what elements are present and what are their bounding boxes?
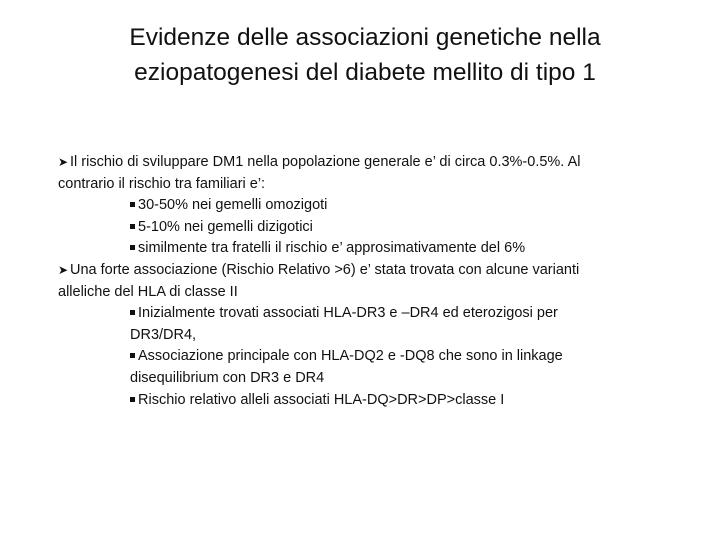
sub-bullet-2-1-text-line-1: Inizialmente trovati associati HLA-DR3 e –DR4 ed eterozigosi per	[138, 305, 558, 322]
sub-bullet-2-3	[58, 390, 698, 412]
square-bullet-icon	[130, 310, 135, 315]
slide-body	[58, 152, 698, 411]
bullet-2-first-line	[58, 260, 698, 282]
sub-bullet-2-2-continuation: disequilibrium con DR3 e DR4	[130, 369, 325, 386]
square-bullet-icon	[130, 353, 135, 358]
bullet-2-text-line-1: Una forte associazione (Rischio Relativo >6) e’ stata trovata con alcune varianti	[70, 261, 580, 278]
sub-bullet-2-3-text: Rischio relativo alleli associati HLA-DQ>DR>DP>classe I	[138, 391, 505, 408]
sub-bullet-2-1	[58, 303, 698, 325]
bullet-1-first-line	[58, 152, 698, 174]
sub-bullet-2-1-continuation: DR3/DR4,	[130, 326, 197, 343]
bullet-1-second-line: contrario il rischio tra familiari e’:	[58, 175, 266, 192]
square-bullet-icon	[130, 224, 135, 229]
sub-bullet-1-1-text: 30-50% nei gemelli omozigoti	[138, 197, 328, 214]
arrow-bullet-icon: ➤	[58, 155, 69, 169]
sub-bullet-2-2-text-line-1: Associazione principale con HLA-DQ2 e -DQ8 che sono in linkage	[138, 348, 563, 365]
square-bullet-icon	[130, 245, 135, 250]
sub-bullet-1-3	[58, 238, 698, 260]
sub-bullet-2-2	[58, 346, 698, 368]
bullet-2-second-line: alleliche del HLA di classe II	[58, 283, 238, 300]
sub-bullet-1-1	[58, 195, 698, 217]
arrow-bullet-icon: ➤	[58, 262, 69, 277]
slide-title	[40, 20, 690, 90]
bullet-1-text-line-1: Il rischio di sviluppare DM1 nella popolazione generale e’ di circa 0.3%-0.5%. Al	[70, 154, 581, 170]
sub-bullet-1-3-text: similmente tra fratelli il rischio e’ approsimativamente del 6%	[138, 240, 526, 257]
square-bullet-icon	[130, 397, 135, 402]
square-bullet-icon	[130, 202, 135, 207]
sub-bullet-1-2	[58, 217, 698, 239]
sub-bullet-1-2-text: 5-10% nei gemelli dizigotici	[138, 218, 313, 235]
title-line-1: Evidenze delle associazioni genetiche nella	[129, 24, 601, 51]
title-line-2: eziopatogenesi del diabete mellito di tipo 1	[134, 59, 596, 86]
